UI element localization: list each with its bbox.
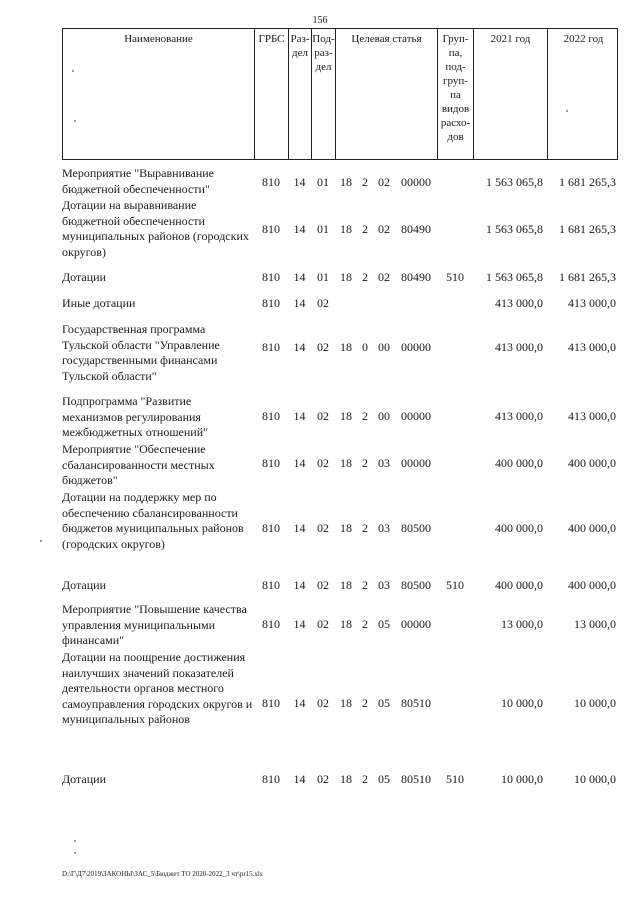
row-target-1: 18 [340,175,352,189]
table-row [62,578,618,594]
row-group: 510 [446,578,464,592]
row-podrazdel: 01 [317,270,329,284]
row-target-4: 80490 [401,270,431,284]
row-name: Мероприятие "Выравнивание бюджетной обеспеченности" [62,166,214,196]
row-name: Дотации [62,578,107,592]
row-grbs: 810 [262,296,280,310]
row-target-4: 00000 [401,340,431,354]
scan-speck [74,840,76,842]
table-row [62,650,618,762]
row-razdel: 14 [293,175,306,189]
row-2022: 400 000,0 [568,521,616,535]
row-razdel: 14 [293,270,306,284]
row-target-4: 80510 [401,696,431,710]
row-razdel: 14 [293,696,306,710]
row-target-4: 00000 [401,175,431,189]
row-name: Дотации [62,270,107,284]
row-target-2: 2 [362,222,368,236]
row-group: 510 [446,772,464,786]
row-grbs: 810 [262,521,280,535]
row-razdel: 14 [293,340,306,354]
row-grbs: 810 [262,222,280,236]
table-row [62,442,618,490]
row-name: Иные дотации [62,296,136,310]
row-target-1: 18 [340,772,352,786]
table-row [62,270,618,286]
row-razdel: 14 [293,296,306,310]
row-target-4: 00000 [401,456,431,470]
row-2021: 413 000,0 [495,409,543,423]
row-2022: 13 000,0 [574,617,616,631]
row-2021: 400 000,0 [495,521,543,535]
row-2022: 1 681 265,3 [559,270,616,284]
row-target-1: 18 [340,340,352,354]
row-2022: 400 000,0 [568,578,616,592]
header-name: Наименование [63,29,255,159]
row-grbs: 810 [262,772,280,786]
row-target-2: 2 [362,772,368,786]
row-podrazdel: 02 [317,340,329,354]
row-target-4: 00000 [401,409,431,423]
row-2021: 13 000,0 [501,617,543,631]
row-2021: 10 000,0 [501,696,543,710]
row-target-2: 2 [362,696,368,710]
row-target-2: 2 [362,409,368,423]
row-2021: 413 000,0 [495,296,543,310]
row-razdel: 14 [293,456,306,470]
row-group: 510 [446,270,464,284]
row-2022: 10 000,0 [574,696,616,710]
row-podrazdel: 02 [317,617,329,631]
row-target-2: 2 [362,521,368,535]
row-name: Мероприятие "Повышение качества управления муниципальными финансами" [62,602,247,647]
row-name: Дотации на поощрение достижения наилучших значений показателей деятельности органов местного самоуправления городских округов и муниципальных районов [62,650,253,726]
row-target-1: 18 [340,521,352,535]
row-2022: 1 681 265,3 [559,222,616,236]
row-podrazdel: 02 [317,696,329,710]
row-target-4: 00000 [401,617,431,631]
row-target-2: 2 [362,270,368,284]
row-target-4: 80490 [401,222,431,236]
row-target-4: 80500 [401,521,431,535]
row-target-2: 0 [362,340,368,354]
table-row [62,602,618,650]
row-podrazdel: 02 [317,409,329,423]
row-2021: 400 000,0 [495,578,543,592]
header-razdel: Раз- дел [289,29,312,159]
row-2022: 10 000,0 [574,772,616,786]
row-name: Подпрограмма "Развитие механизмов регулирования межбюджетных отношений" [62,394,209,439]
row-podrazdel: 02 [317,578,329,592]
row-target-3: 05 [378,617,390,631]
row-2022: 400 000,0 [568,456,616,470]
row-podrazdel: 02 [317,456,329,470]
row-grbs: 810 [262,617,280,631]
row-2021: 1 563 065,8 [486,175,543,189]
row-target-3: 05 [378,696,390,710]
row-target-1: 18 [340,456,352,470]
row-target-3: 02 [378,222,390,236]
row-name: Дотации [62,772,107,786]
header-2022: 2022 год [563,33,604,45]
scan-speck [40,540,42,542]
row-grbs: 810 [262,456,280,470]
row-razdel: 14 [293,409,306,423]
row-2022: 413 000,0 [568,409,616,423]
row-grbs: 810 [262,270,280,284]
row-podrazdel: 01 [317,222,329,236]
row-target-2: 2 [362,617,368,631]
row-2022: 413 000,0 [568,340,616,354]
row-name: Мероприятие "Обеспечение сбалансированности местных бюджетов" [62,442,215,487]
row-name: Дотации на выравнивание бюджетной обеспеченности муниципальных районов (городских округов) [62,198,249,259]
row-razdel: 14 [293,521,306,535]
row-podrazdel: 01 [317,175,329,189]
row-target-3: 00 [378,409,390,423]
row-target-1: 18 [340,222,352,236]
table-row [62,198,618,262]
row-grbs: 810 [262,578,280,592]
row-target-1: 18 [340,409,352,423]
table-row [62,322,618,386]
scan-speck [566,110,568,112]
row-razdel: 14 [293,772,306,786]
row-target-3: 02 [378,270,390,284]
table-header [62,28,618,160]
scan-speck [74,120,76,122]
row-target-3: 03 [378,521,390,535]
table-row [62,772,618,788]
header-grbs: ГРБС [255,29,289,159]
row-target-4: 80500 [401,578,431,592]
row-target-3: 03 [378,578,390,592]
header-2021: 2021 год [474,29,548,159]
row-target-3: 03 [378,456,390,470]
table-row [62,296,618,312]
scan-speck [72,70,74,72]
row-target-1: 18 [340,270,352,284]
row-target-2: 2 [362,578,368,592]
row-2022: 413 000,0 [568,296,616,310]
file-path-footer: D:\Г\Д7\2019\ЗАКОНЫ\ЗАС_5\Бюджет ТО 2020-2022_3 чт\pr15.xls [62,870,263,878]
row-name: Государственная программа Тульской области "Управление государственными финансами Тульской области" [62,322,220,383]
table-row [62,394,618,442]
row-grbs: 810 [262,409,280,423]
row-grbs: 810 [262,175,280,189]
row-2021: 400 000,0 [495,456,543,470]
row-grbs: 810 [262,340,280,354]
header-target: Целевая статья [336,29,438,159]
row-podrazdel: 02 [317,521,329,535]
row-target-1: 18 [340,578,352,592]
row-2022: 1 681 265,3 [559,175,616,189]
row-target-3: 02 [378,175,390,189]
header-group: Груп- па, под- груп- па видов расхо- дов [438,29,474,159]
row-2021: 1 563 065,8 [486,222,543,236]
row-target-2: 2 [362,175,368,189]
row-2021: 413 000,0 [495,340,543,354]
row-2021: 1 563 065,8 [486,270,543,284]
row-target-3: 05 [378,772,390,786]
row-podrazdel: 02 [317,772,329,786]
page-number: 156 [312,15,328,26]
row-podrazdel: 02 [317,296,329,310]
row-target-1: 18 [340,696,352,710]
table-row [62,490,618,570]
header-podrazdel: Под- раз- дел [312,29,336,159]
row-target-4: 80510 [401,772,431,786]
row-target-2: 2 [362,456,368,470]
row-name: Дотации на поддержку мер по обеспечению сбалансированности бюджетов муниципальных районов (городских округов) [62,490,244,551]
row-razdel: 14 [293,222,306,236]
row-razdel: 14 [293,617,306,631]
scan-speck [74,852,76,854]
row-2021: 10 000,0 [501,772,543,786]
row-grbs: 810 [262,696,280,710]
row-target-1: 18 [340,617,352,631]
row-razdel: 14 [293,578,306,592]
row-target-3: 00 [378,340,390,354]
table-row [62,166,618,198]
